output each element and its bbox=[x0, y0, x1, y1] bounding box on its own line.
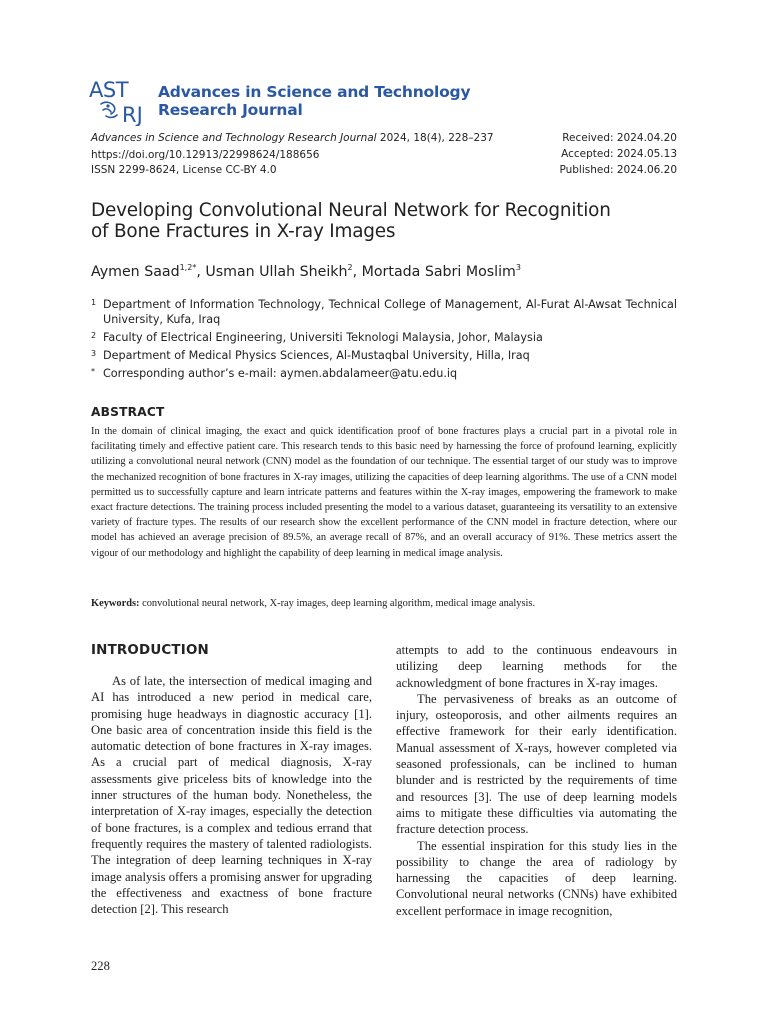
doi-link[interactable]: https://doi.org/10.12913/22998624/188656 bbox=[91, 149, 320, 161]
map-outline-icon bbox=[101, 102, 117, 117]
corresponding-author-email: Corresponding author’s e-mail: aymen.abdalameer@atu.edu.iq bbox=[103, 367, 458, 380]
affiliation-mark: * bbox=[91, 367, 95, 376]
keywords-list: convolutional neural network, X-ray images, deep learning algorithm, medical image analysis. bbox=[139, 598, 536, 609]
affiliation-item bbox=[91, 330, 677, 345]
author-name: Aymen Saad bbox=[91, 264, 180, 280]
accepted-date: Accepted: 2024.05.13 bbox=[561, 148, 677, 160]
citation-journal: Advances in Science and Technology Research Journal bbox=[91, 132, 377, 144]
affiliation-item bbox=[91, 297, 677, 327]
author-name: Usman Ullah Sheikh bbox=[205, 264, 348, 280]
affiliation-mark: 1 bbox=[91, 298, 97, 307]
author-separator: , bbox=[352, 264, 362, 280]
title-line2: of Bone Fractures in X-ray Images bbox=[91, 221, 396, 242]
citation-line bbox=[91, 131, 494, 145]
journal-name-line1: Advances in Science and Technology bbox=[158, 83, 471, 101]
affiliation-text: Department of Medical Physics Sciences, Al-Mustaqbal University, Hilla, Iraq bbox=[103, 349, 530, 362]
affiliation-item bbox=[91, 366, 677, 381]
journal-name-line2: Research Journal bbox=[158, 101, 303, 119]
svg-text:AST: AST bbox=[89, 78, 129, 102]
affiliation-mark: 3 bbox=[91, 349, 97, 358]
body-column-right bbox=[396, 642, 677, 919]
title-line1: Developing Convolutional Neural Network for Recognition bbox=[91, 200, 611, 221]
paragraph: attempts to add to the continuous endeavours in utilizing deep learning methods for the acknowledgment of bone fractures in X-ray images. bbox=[396, 643, 677, 690]
citation-details: 2024, 18(4), 228–237 bbox=[376, 132, 494, 144]
published-date: Published: 2024.06.20 bbox=[559, 164, 677, 176]
page-number: 228 bbox=[91, 959, 110, 973]
author-affiliation-mark: 3 bbox=[515, 263, 521, 272]
keywords-line bbox=[91, 596, 677, 611]
svg-text:RJ: RJ bbox=[122, 103, 143, 126]
author-separator: , bbox=[196, 264, 206, 280]
affiliation-text: Faculty of Electrical Engineering, Universiti Teknologi Malaysia, Johor, Malaysia bbox=[103, 331, 543, 344]
paragraph: The pervasiveness of breaks as an outcome of injury, osteoporosis, and other ailments requires an effective framework for their early identification. Manual assessment of X-rays, however completed via seasoned professionals, can be inclined to human blunder and is restricted by the requirements of time and resources [3]. The use of deep learning models aims to mitigate these difficulties via automating the fracture detection process. bbox=[396, 691, 677, 837]
journal-logo bbox=[89, 78, 147, 126]
article-title bbox=[91, 200, 651, 242]
abstract-text: In the domain of clinical imaging, the exact and quick identification proof of bone fractures plays a crucial part in a pivotal role in facilitating timely and effective patient care. This research tends to this basic need by harnessing the force of profound learning, explicitly utilizing a convolutional neural network (CNN) model as the foundation of our technique. The essential target of our study was to improve the mechanized recognition of bone fractures in X-ray images, utilizing the capacities of deep learning algorithms. The use of a CNN model permitted us to successfully capture and learn intricate patterns and features within the X-ray images, empowering the framework to make exact fracture detections. The training process included presenting the model to a various dataset, guaranteeing its versatility to an extensive variety of fracture types. The results of our research show the excellent performance of the CNN model in fracture detection, where our model has achieved an average precision of 89.5%, an average recall of 87%, and an overall accuracy of 91%. These metrics assert the vigour of our methodology and highlight the capability of deep learning in medical image analysis. bbox=[91, 426, 677, 559]
author-list bbox=[91, 263, 521, 281]
abstract-heading: ABSTRACT bbox=[91, 405, 165, 419]
keywords-label: Keywords: bbox=[91, 598, 140, 609]
affiliation-item bbox=[91, 348, 677, 363]
affiliation-text: Department of Information Technology, Technical College of Management, Al-Furat Al-Awsat Technical University, Kufa, Iraq bbox=[103, 298, 677, 326]
body-column-left bbox=[91, 673, 372, 917]
paragraph: As of late, the intersection of medical imaging and AI has introduced a new period in medical care, promising huge headways in diagnostic accuracy [1]. One basic area of concentration inside this field is the automatic detection of bone fractures in X-ray images. As a crucial part of medical diagnosis, X-ray assessments give priceless bits of knowledge into the inner structures of the human body. Nonetheless, the interpretation of X-ray images, especially the detection of bone fractures, is a complex and tedious errand that frequently requires the mastery of talented radiologists. The integration of deep learning techniques in X-ray image analysis offers a promising answer for upgrading the effectiveness and exactness of bone fracture detection [2]. This research bbox=[91, 674, 372, 917]
author-affiliation-mark: 1,2* bbox=[179, 263, 197, 272]
issn-license: ISSN 2299-8624, License CC-BY 4.0 bbox=[91, 164, 277, 176]
received-date: Received: 2024.04.20 bbox=[562, 132, 677, 144]
section-heading-introduction: INTRODUCTION bbox=[91, 643, 209, 658]
affiliation-mark: 2 bbox=[91, 331, 97, 340]
author-name: Mortada Sabri Moslim bbox=[361, 264, 516, 280]
paragraph: The essential inspiration for this study lies in the possibility to change the area of radiology by harnessing the capacities of deep learning. Convolutional neural networks (CNNs) have exhibited excellent performace in image recognition, bbox=[396, 838, 677, 918]
author-affiliation-mark: 2 bbox=[347, 263, 353, 272]
